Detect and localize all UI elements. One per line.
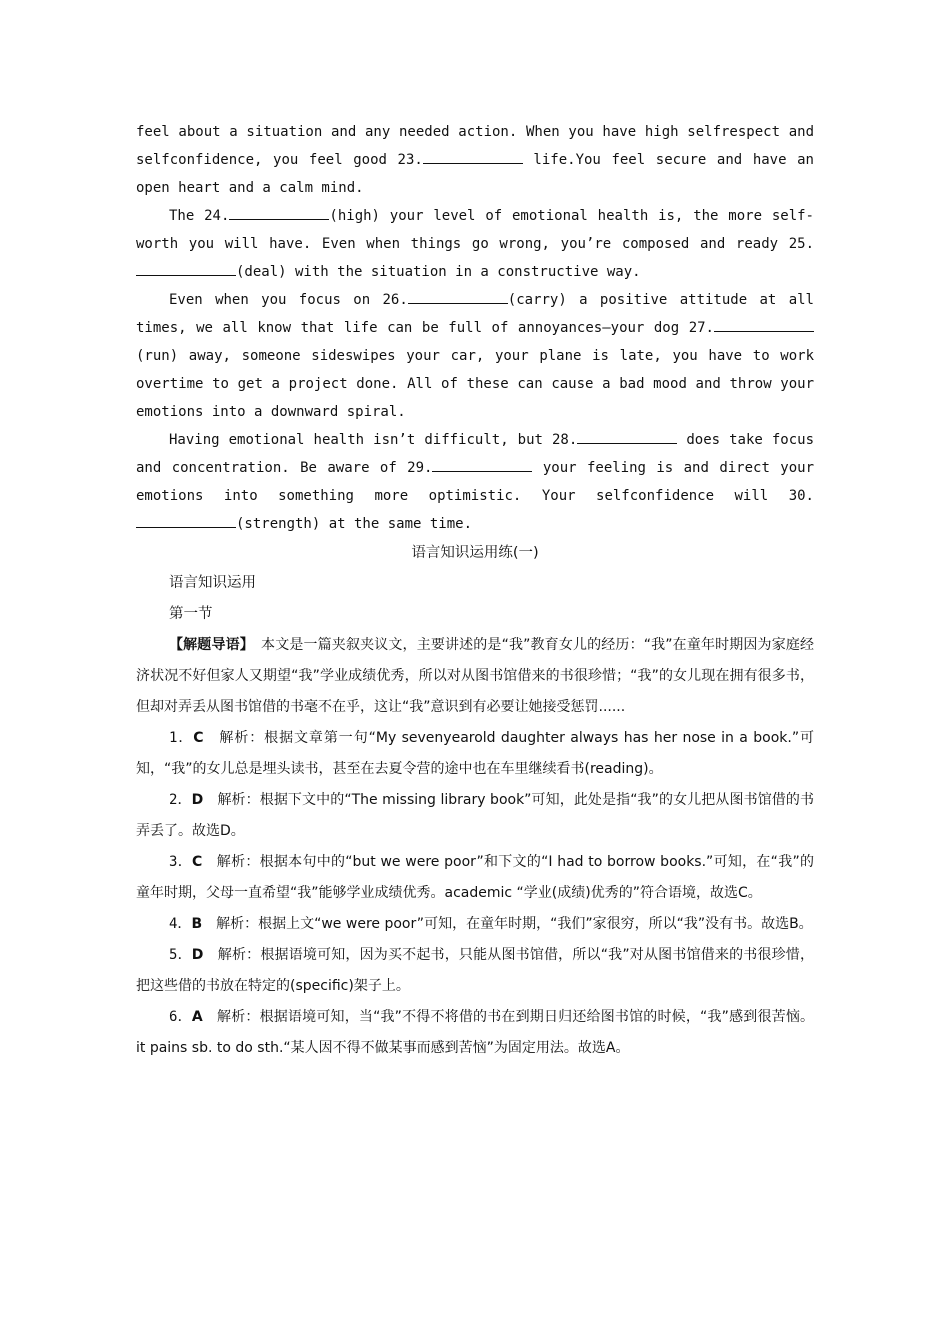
answer-letter: A <box>191 1009 203 1025</box>
answer-explanation: 解析：根据本句中的“but we were poor”和下文的“I had to borrow books.”可知，在“我”的童年时期，父母一直希望“我”能够学业成绩优秀。academic “学业(成绩)优秀的”符合语境，故选C。 <box>136 854 814 901</box>
section-title: 语言知识运用练(一) <box>411 545 539 561</box>
passage-text: life.You feel secure and have an open heart and a calm mind. <box>136 152 814 196</box>
answer-number: 1． <box>169 730 194 746</box>
answer-explanation: 解析：根据语境可知，因为买不起书，只能从图书馆借，所以“我”对从图书馆借来的书很珍惜，把这些借的书放在特定的(specific)架子上。 <box>136 947 814 994</box>
passage-text: (carry) a positive attitude at all times, we all know that life can be full of annoyances—your dog 27. <box>136 292 814 336</box>
answer-explanation: 解析：根据文章第一句“My sevenyearold daughter always has her nose in a book.”可知，“我”的女儿总是埋头读书，甚至在去夏令营的途中也在车里继续看书(reading)。 <box>136 730 814 777</box>
answer-number: 4． <box>169 916 192 932</box>
answer-number: 3． <box>169 854 192 870</box>
answer-explanation: 解析：根据上文“we were poor”可知，在童年时期，“我们”家很穷，所以“我”没有书。故选B。 <box>202 916 813 932</box>
answer-letter: D <box>191 947 204 963</box>
passage-text: does take focus and concentration. Be aware of 29. <box>136 432 815 476</box>
guide-label: 【解题导语】 <box>169 637 247 653</box>
answer-blank-27 <box>714 317 814 332</box>
answer-number: 5． <box>169 947 192 963</box>
answer-letter: B <box>191 916 203 932</box>
passage-text: Even when you focus on 26. <box>169 292 408 308</box>
answer-number: 2． <box>169 792 192 808</box>
answer-explanation: 解析：根据语境可知，当“我”不得不将借的书在到期日归还给图书馆的时候，“我”感到很苦恼。it pains sb. to do sth.“某人因不得不做某事而感到苦恼”为固定用法。故选A。 <box>136 1009 814 1056</box>
answer-item <box>136 847 814 909</box>
answer-item <box>136 1002 814 1064</box>
passage-text: your feeling is and direct your emotions into something more optimistic. Your selfconfidence will 30. <box>136 460 815 504</box>
answer-letter: C <box>191 854 203 870</box>
answer-item <box>136 785 814 847</box>
answer-blank-24 <box>229 205 329 220</box>
answer-blank-30 <box>136 513 236 528</box>
passage-text: feel about a situation and any needed action. When you have high selfrespect and selfconfidence, you feel good 23. <box>136 124 814 168</box>
passage-text: (high) your level of emotional health is, the more self-worth you will have. Even when things go wrong, you’re composed and ready 25. <box>136 208 814 252</box>
page-content <box>136 118 814 1064</box>
guide-paragraph <box>136 630 814 723</box>
answer-blank-26 <box>408 289 508 304</box>
answer-item <box>136 940 814 1002</box>
subsection-heading: 第一节 <box>169 606 213 622</box>
answer-letter: D <box>191 792 204 808</box>
answer-blank-29 <box>432 457 532 472</box>
passage-text: (run) away, someone sideswipes your car, your plane is late, you have to work overtime to get a project done. All of these can cause a bad mood and throw your emotions into a downward spiral. <box>136 348 814 420</box>
passage-paragraph-3 <box>136 286 814 426</box>
answer-blank-25 <box>136 261 236 276</box>
answer-blank-23 <box>423 149 523 164</box>
passage-text: Having emotional health isn’t difficult, but 28. <box>169 432 578 448</box>
section-heading: 语言知识运用 <box>169 575 256 591</box>
answer-number: 6． <box>169 1009 192 1025</box>
answer-letter: C <box>193 730 204 746</box>
passage-paragraph-2 <box>136 202 814 286</box>
passage-paragraph-4 <box>136 426 814 538</box>
guide-text: 本文是一篇夹叙夹议文，主要讲述的是“我”教育女儿的经历：“我”在童年时期因为家庭经济状况不好但家人又期望“我”学业成绩优秀，所以对从图书馆借来的书很珍惜；“我”的女儿现在拥有很多书，但却对弄丢从图书馆借的书毫不在乎，这让“我”意识到有必要让她接受惩罚...... <box>136 637 815 715</box>
passage-text: (deal) with the situation in a constructive way. <box>236 264 641 280</box>
passage-text: (strength) at the same time. <box>236 516 473 532</box>
answer-explanation: 解析：根据下文中的“The missing library book”可知，此处是指“我”的女儿把从图书馆借的书弄丢了。故选D。 <box>136 792 814 839</box>
passage-paragraph-1 <box>136 118 814 202</box>
passage-text: The 24. <box>169 208 230 224</box>
answer-blank-28 <box>577 429 677 444</box>
answer-item <box>136 909 814 940</box>
answer-item <box>136 723 814 785</box>
